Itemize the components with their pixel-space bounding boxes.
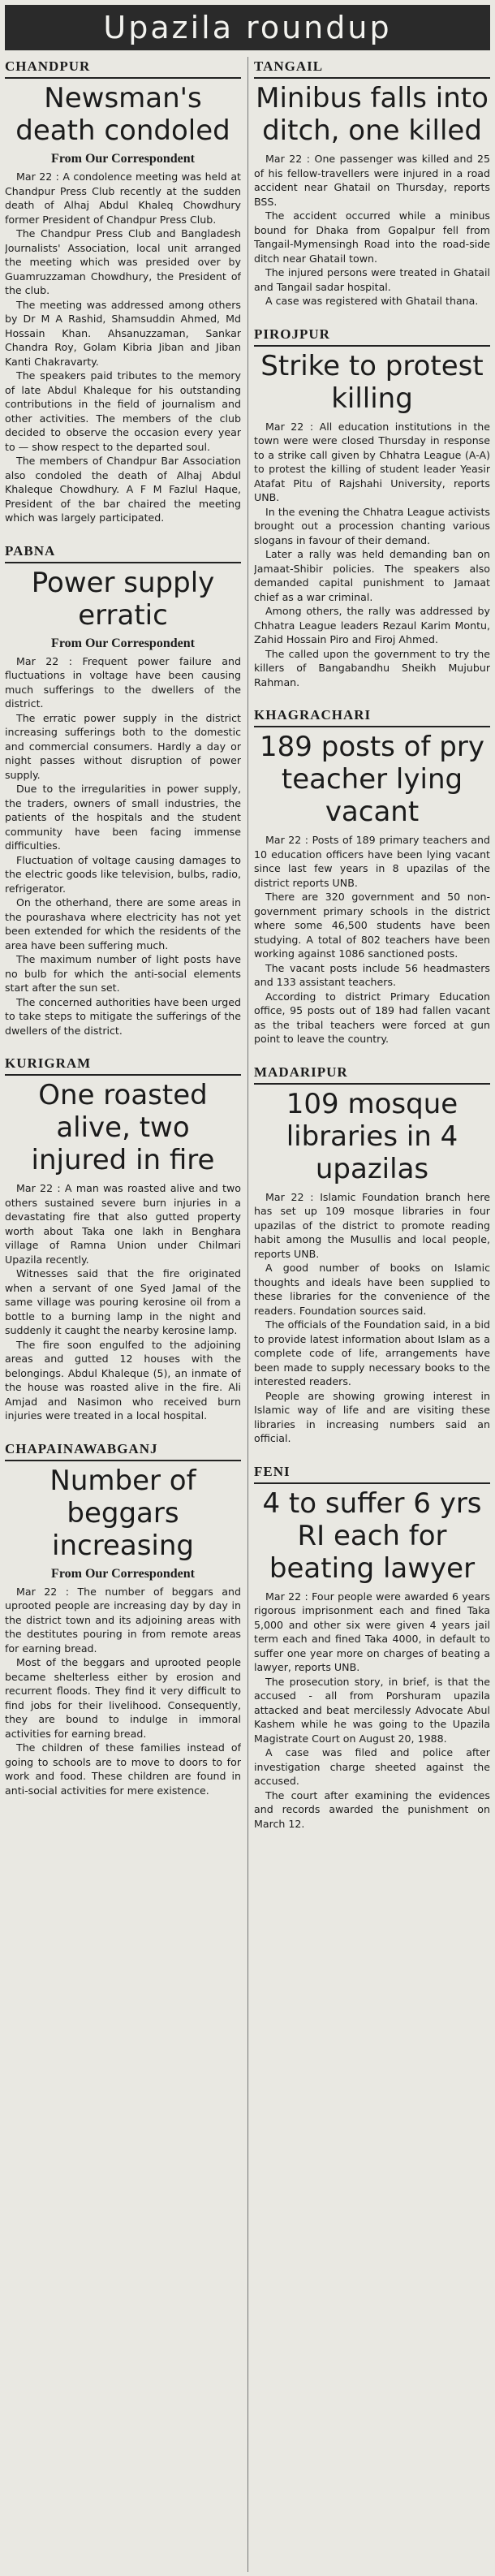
left-column bbox=[5, 57, 241, 2574]
article-paragraph: Mar 22 : The number of beggars and uprooted people are increasing day by day in the district town and its adjoining areas with the destitutes pouring in from remote areas for earning bread. bbox=[5, 1585, 241, 1655]
article-paragraph: A good number of books on Islamic thoughts and ideals have been supplied to these libraries for the convenience of the readers. Foundation sources said. bbox=[254, 1262, 490, 1317]
article-headline: 109 mosque libraries in 4 upazilas bbox=[286, 1087, 458, 1185]
article-paragraph: The speakers paid tributes to the memory of late Abdul Khaleque for his outstanding contributions in the field of journalism and other activities. The members of the club decided to observe the occasion every year to — show respect to the departed soul. bbox=[5, 369, 241, 453]
article-paragraph: Mar 22 : A condolence meeting was held at Chandpur Press Club recently at the sudden death of Alhaj Abdul Khaleq Chowdhury former President of Chandpur Press Club. bbox=[5, 170, 241, 226]
article-paragraph: The children of these families instead of going to schools are to move to doors to for work and food. These children are found in anti-social activities for mere existence. bbox=[5, 1741, 241, 1797]
section-place-label: MADARIPUR bbox=[254, 1063, 490, 1085]
article-paragraph: Among others, the rally was addressed by Chhatra League leaders Rezaul Karim Montu, Zahid Hossain Piro and Firoj Ahmed. bbox=[254, 605, 490, 645]
article-paragraph: The called upon the government to try the killers of Bangabandhu Sheikh Mujubur Rahman. bbox=[254, 647, 490, 688]
article-headline: Power supply erratic bbox=[31, 566, 215, 632]
article-paragraph: The erratic power supply in the district increasing sufferings both to the domestic and commercial consumers. Hardly a day or night passes without disruption of power supply. bbox=[5, 711, 241, 781]
article-headline: Minibus falls into ditch, one killed bbox=[256, 82, 489, 147]
article-paragraph: The court after examining the evidences and records awarded the punishment on March 12. bbox=[254, 1789, 490, 1830]
article-paragraph: Mar 22 : A man was roasted alive and two others sustained severe burn injuries in a devastating fire that also gutted property worth about Taka one lakh in Benghara village of Ramna Union under Chilmari Upazila recently. bbox=[5, 1182, 241, 1266]
article-paragraph: On the otherhand, there are some areas in the pourashava where electricity has not yet been extended for which the residents of the area have been suffering much. bbox=[5, 896, 241, 951]
article-paragraph: Witnesses said that the fire originated when a servant of one Syed Jamal of the same village was pouring kerosine oil from a bottle to a burning lamp in the night and suddenly it caught the nearby kerosine lamp. bbox=[5, 1267, 241, 1336]
right-column bbox=[254, 57, 490, 2574]
section-place-label: PABNA bbox=[5, 542, 241, 563]
article-chapainawabganj bbox=[5, 1439, 241, 1798]
article-paragraph: Mar 22 : Islamic Foundation branch here has set up 109 mosque libraries in four upazilas of the district to promote reading habit among the Musullis and local people, reports UNB. bbox=[254, 1190, 490, 1260]
article-headline: 189 posts of pry teacher lying vacant bbox=[260, 731, 484, 828]
article-pirojpur bbox=[254, 325, 490, 690]
article-paragraph: The officials of the Foundation said, in a bid to provide latest information about Islam as a complete code of life, arrangements have been made to supply necessary books to the interested readers. bbox=[254, 1318, 490, 1387]
article-headline: Strike to protest killing bbox=[260, 349, 484, 415]
article-paragraph: The vacant posts include 56 headmasters and 133 assistant teachers. bbox=[254, 961, 490, 988]
article-byline: From Our Correspondent bbox=[51, 152, 195, 166]
banner-title: Upazila roundup bbox=[103, 10, 392, 45]
article-paragraph: Mar 22 : Posts of 189 primary teachers and 10 education officers have been lying vacant since last few years in 8 upazilas of the district reports UNB. bbox=[254, 834, 490, 889]
article-paragraph: Mar 22 : Frequent power failure and fluctuations in voltage have been causing much sufferings to the dwellers of the district. bbox=[5, 654, 241, 710]
article-headline: 4 to suffer 6 yrs RI each for beating lawyer bbox=[262, 1486, 482, 1585]
article-paragraph: Mar 22 : One passenger was killed and 25 of his fellow-travellers were injured in a road accident near Ghatail on Thursday, reports BSS. bbox=[254, 153, 490, 208]
article-khagrachari bbox=[254, 705, 490, 1046]
article-paragraph: The injured persons were treated in Ghatail and Tangail sadar hospital. bbox=[254, 266, 490, 293]
article-paragraph: The concerned authorities have been urged to take steps to mitigate the sufferings of the dwellers of the district. bbox=[5, 995, 241, 1037]
article-paragraph: The maximum number of light posts have no bulb for which the anti-social elements start after the sun set. bbox=[5, 953, 241, 994]
article-paragraph: Later a rally was held demanding ban on Jamaat-Shibir policies. The speakers also demanded capital punishment to Jamaat chief as a war criminal. bbox=[254, 548, 490, 603]
article-byline: From Our Correspondent bbox=[51, 636, 195, 650]
article-paragraph: Mar 22 : Four people were awarded 6 years rigorous imprisonment each and fined Taka 5,000 and other six were given 4 years jail term each and fined Taka 4000, in default to suffer one year more on charges of beating a lawyer, reports UNB. bbox=[254, 1590, 490, 1673]
section-place-label: KHAGRACHARI bbox=[254, 705, 490, 727]
article-headline: Newsman's death condoled bbox=[15, 82, 230, 147]
article-paragraph: The accident occurred while a minibus bound for Dhaka from Gopalpur fell from Tangail-Mymensingh Road into the road-side ditch near Ghatail town. bbox=[254, 209, 490, 265]
article-chandpur bbox=[5, 57, 241, 525]
article-paragraph: A case was filed and police after investigation charge sheeted against the accused. bbox=[254, 1746, 490, 1787]
article-byline: From Our Correspondent bbox=[51, 1566, 195, 1581]
article-tangail bbox=[254, 57, 490, 309]
article-paragraph: The prosecution story, in brief, is that the accused - all from Porshuram upazila attacked and beat mercilessly Advocate Abul Kashem while he was going to the Upazila Magistrate Court on August 20, 1988. bbox=[254, 1675, 490, 1745]
article-paragraph: The members of Chandpur Bar Association also condoled the death of Alhaj Abdul Khaleque Chowdhury. A F M Fazlul Haque, President of the bar chaired the meeting which was largely participated. bbox=[5, 455, 241, 524]
article-paragraph: Due to the irregularities in power supply, the traders, owners of small industries, the patients of the hospitals and the student community have been facing immense difficulties. bbox=[5, 783, 241, 852]
article-paragraph: The meeting was addressed among others by Dr M A Rashid, Shamsuddin Ahmed, Md Hossain Khan. Ahsanuzzaman, Sankar Chandra Roy, Golam Kibria Jiban and Jiban Kanti Chakravarty. bbox=[5, 298, 241, 368]
section-place-label: CHAPAINAWABGANJ bbox=[5, 1439, 241, 1461]
article-paragraph: A case was registered with Ghatail thana. bbox=[265, 295, 479, 307]
article-paragraph: There are 320 government and 50 non-government primary schools in the district where some 46,500 students have been studying. A total of 802 teachers have been working against 1086 sanctioned posts. bbox=[254, 891, 490, 960]
article-madaripur bbox=[254, 1063, 490, 1446]
section-place-label: CHANDPUR bbox=[5, 57, 241, 79]
article-pabna bbox=[5, 542, 241, 1038]
article-paragraph: Fluctuation of voltage causing damages to the electric goods like television, bulbs, radio, refrigerator. bbox=[5, 853, 241, 895]
section-place-label: PIROJPUR bbox=[254, 325, 490, 347]
article-paragraph: People are showing growing interest in Islamic way of life and are visiting these libraries in increasing numbers said an official. bbox=[254, 1389, 490, 1444]
page-banner bbox=[5, 5, 490, 50]
article-headline: Number of beggars increasing bbox=[50, 1464, 196, 1562]
article-headline: One roasted alive, two injured in fire bbox=[31, 1079, 215, 1176]
article-paragraph: In the evening the Chhatra League activists brought out a procession chanting various slogans in favour of their demand. bbox=[254, 505, 490, 546]
article-paragraph: According to district Primary Education office, 95 posts out of 189 had fallen vacant as the tribal teachers were forced at gun point to leave the country. bbox=[254, 990, 490, 1045]
section-place-label: TANGAIL bbox=[254, 57, 490, 79]
article-feni bbox=[254, 1462, 490, 1832]
article-kurigram bbox=[5, 1054, 241, 1423]
article-paragraph: The fire soon engulfed to the adjoining areas and gutted 12 houses with the belongings. Abdul Khaleque (5), an inmate of the house was roasted alive in the fire. Ali Amjad and Nasimon who received burn injuries were treated in a local hospital. bbox=[5, 1338, 241, 1422]
section-place-label: KURIGRAM bbox=[5, 1054, 241, 1076]
article-paragraph: Most of the beggars and uprooted people became shelterless either by erosion and recurrent floods. They find it very difficult to find jobs for their livelihood. Consequently, they are bound to indulge in immoral activities for earning bread. bbox=[5, 1656, 241, 1740]
section-place-label: FENI bbox=[254, 1462, 490, 1484]
article-paragraph: Mar 22 : All education institutions in the town were were closed Thursday in response to a strike call given by Chhatra League (A-A) to protest the killing of student leader Yeasir Atafat Pitu of Rajshahi University, reports UNB. bbox=[254, 420, 490, 503]
article-paragraph: The Chandpur Press Club and Bangladesh Journalists' Association, local unit arranged the meeting which was presided over by Guamruzzaman Chowdhury, the President of the club. bbox=[5, 227, 241, 296]
